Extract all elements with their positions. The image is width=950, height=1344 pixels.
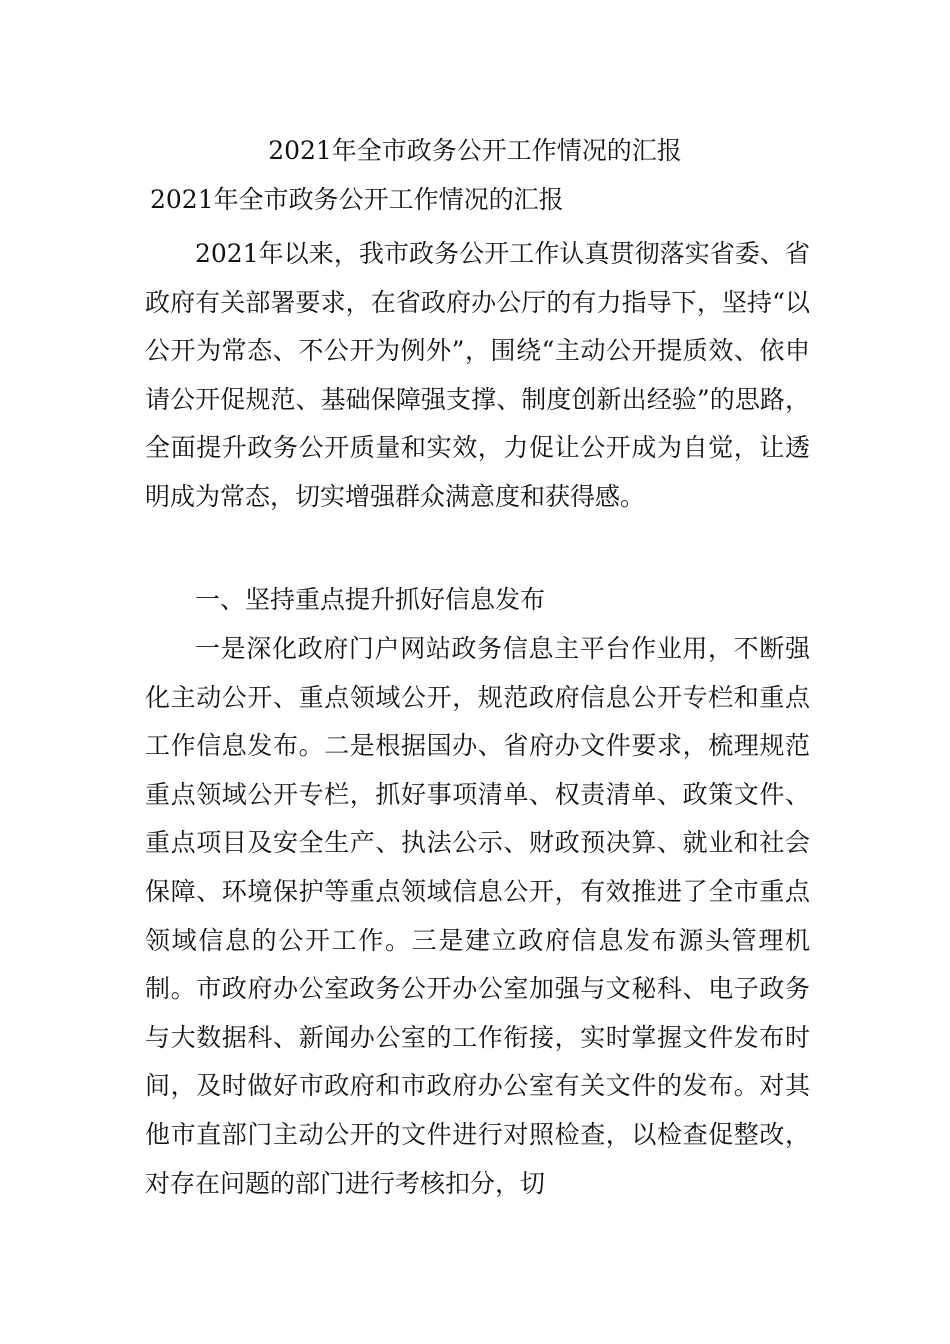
section-paragraph: 一是深化政府门户网站政务信息主平台作业用，不断强化主动公开、重点领域公开，规范政府信息公开专栏和重点工作信息发布。二是根据国办、省府办文件要求，梳理规范重点领域公开专栏，抓好事项清单、权责清单、政策文件、重点项目及安全生产、执法公示、财政预决算、就业和社会保障、环境保护等重点领域信息公开，有效推进了全市重点领域信息的公开工作。三是建立政府信息发布源头管理机制。市政府办公室政务公开办公室加强与文秘科、电子政务与大数据科、新闻办公室的工作衔接，实时掌握文件发布时间，及时做好市政府和市政府办公室有关文件的发布。对其他市直部门主动公开的文件进行对照检查，以检查促整改，对存在问题的部门进行考核扣分，切: [145, 634, 810, 1198]
document-title: 2021年全市政务公开工作情况的汇报: [268, 136, 682, 165]
intro-paragraph: 2021年以来，我市政务公开工作认真贯彻落实省委、省政府有关部署要求，在省政府办公厅的有力指导下，坚持“以公开为常态、不公开为例外”，围绕“主动公开提质效、依申请公开促规范、基础保障强支撑、制度创新出经验”的思路，全面提升政务公开质量和实效，力促让公开成为自觉，让透明成为常态，切实增强群众满意度和获得感。: [145, 239, 810, 511]
section-heading: 一、坚持重点提升抓好信息发布: [195, 585, 546, 614]
document-subtitle: 2021年全市政务公开工作情况的汇报: [150, 185, 564, 214]
